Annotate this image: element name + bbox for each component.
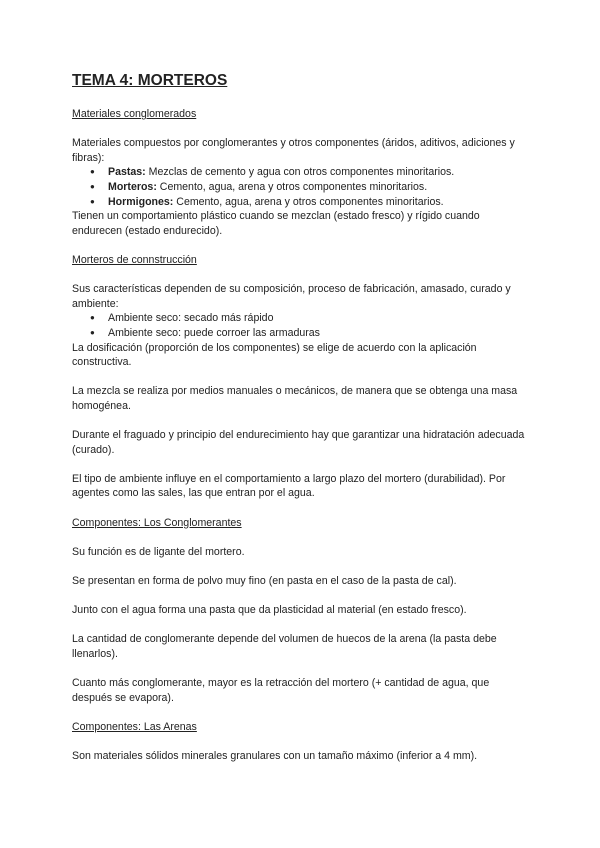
paragraph: El tipo de ambiente influye en el comportamiento a largo plazo del mortero (durabilidad). Por agentes como las sales, las que entran por el agua. [72, 472, 506, 500]
paragraph: La cantidad de conglomerante depende del volumen de huecos de la arena (la pasta debe llenarlos). [72, 633, 497, 660]
paragraph: La mezcla se realiza por medios manuales o mecánicos, de manera que se obtenga una masa homogénea. [72, 385, 518, 412]
list-item: ● Ambiente seco: puede corroer las armaduras [108, 326, 532, 341]
paragraph: Tienen un comportamiento plástico cuando se mezclan (estado fresco) y rígido cuando endurecen (estado endurecido). [72, 210, 480, 237]
paragraph: Materiales compuestos por conglomerantes y otros componentes (áridos, aditivos, adiciones y fibras): [72, 137, 515, 164]
list-item [108, 195, 532, 210]
section-heading-arenas: Componentes: Las Arenas [72, 720, 197, 733]
paragraph: Son materiales sólidos minerales granulares con un tamaño máximo (inferior a 4 mm). [72, 750, 478, 763]
document-page [72, 72, 532, 764]
term: Pastas: [108, 166, 146, 179]
definition: Mezclas de cemento y agua con otros componentes minoritarios. [145, 166, 455, 179]
list-item [108, 165, 532, 180]
page-title: TEMA 4: MORTEROS [72, 72, 228, 89]
bullet-list [72, 165, 532, 209]
paragraph: Se presentan en forma de polvo muy fino (en pasta en el caso de la pasta de cal). [72, 575, 457, 587]
paragraph: Junto con el agua forma una pasta que da plasticidad al material (en estado fresco). [72, 604, 467, 617]
bullet-list [72, 311, 532, 340]
section-heading-materiales: Materiales conglomerados [72, 108, 197, 120]
paragraph: Sus características dependen de su composición, proceso de fabricación, amasado, curado y ambiente: [72, 283, 511, 310]
section-heading-morteros: Morteros de connstrucción [72, 253, 197, 266]
definition: Cemento, agua, arena y otros componentes minoritarios. [156, 180, 428, 193]
paragraph: Durante el fraguado y principio del endurecimiento hay que garantizar una hidratación adecuada (curado). [72, 429, 525, 456]
term: Hormigones: [108, 195, 174, 208]
paragraph: La dosificación (proporción de los componentes) se elige de acuerdo con la aplicación constructiva. [72, 341, 477, 369]
term: Morteros: [108, 180, 157, 193]
list-item [108, 180, 532, 195]
paragraph: Su función es de ligante del mortero. [72, 545, 245, 558]
section-heading-conglomerantes: Componentes: Los Conglomerantes [72, 516, 242, 529]
paragraph: Cuanto más conglomerante, mayor es la retracción del mortero (+ cantidad de agua, que después se evapora). [72, 677, 490, 704]
definition: Cemento, agua, arena y otros componentes minoritarios. [173, 195, 444, 208]
list-item: ● Ambiente seco: secado más rápido [108, 311, 532, 326]
